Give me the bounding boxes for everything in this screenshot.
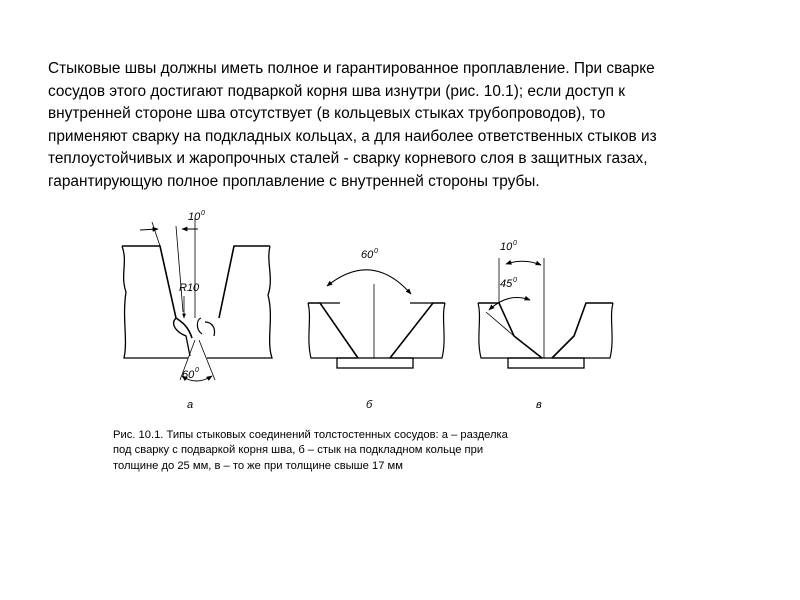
paragraph-line: теплоустойчивых и жаропрочных сталей - сварку корневого слоя в защитных газах, (48, 150, 648, 167)
angle-bottom-label-a: 60 (182, 369, 195, 381)
diagram-a-label: а (187, 399, 194, 411)
figure-caption (113, 428, 633, 474)
diagram-b-label: б (366, 399, 373, 411)
caption-line: Рис. 10.1. Типы стыковых соединений толстостенных сосудов: а – разделка (113, 429, 508, 441)
paragraph-line: внутренней стороне шва отсутствует (в кольцевых стыках трубопроводов), то (48, 105, 606, 122)
degree-mark: 0 (513, 277, 517, 284)
diagram-v (478, 258, 613, 368)
caption-line: под сварку с подваркой корня шва, б – стык на подкладном кольце при (113, 444, 484, 457)
paragraph-line: сосудов этого достигают подваркой корня шва изнутри (рис. 10.1); если доступ к (48, 82, 626, 100)
paragraph-line: Стыковые швы должны иметь полное и гарантированное проплавление. При сварке (48, 60, 655, 77)
angle-label-b: 60 (361, 249, 374, 261)
angle-top-label-a: 10 (188, 211, 201, 223)
radius-label-a: R10 (179, 282, 200, 294)
degree-mark: 0 (374, 248, 378, 255)
degree-mark: 0 (201, 210, 205, 217)
paragraph-line: применяют сварку на подкладных кольцах, а для наиболее ответственных стыков из (48, 127, 657, 145)
diagram-b (308, 270, 445, 368)
degree-mark: 0 (195, 367, 199, 374)
degree-mark: 0 (513, 240, 517, 247)
angle-top-label-v: 10 (500, 241, 513, 253)
paragraph-line: гарантирующую полное проплавление с внутренней стороны трубы. (48, 172, 540, 190)
caption-line: толщине до 25 мм, в – то же при толщине свыше 17 мм (113, 459, 403, 472)
diagram-a (122, 218, 272, 381)
diagram-v-label: в (536, 399, 542, 411)
angle-mid-label-v: 45 (500, 278, 513, 290)
